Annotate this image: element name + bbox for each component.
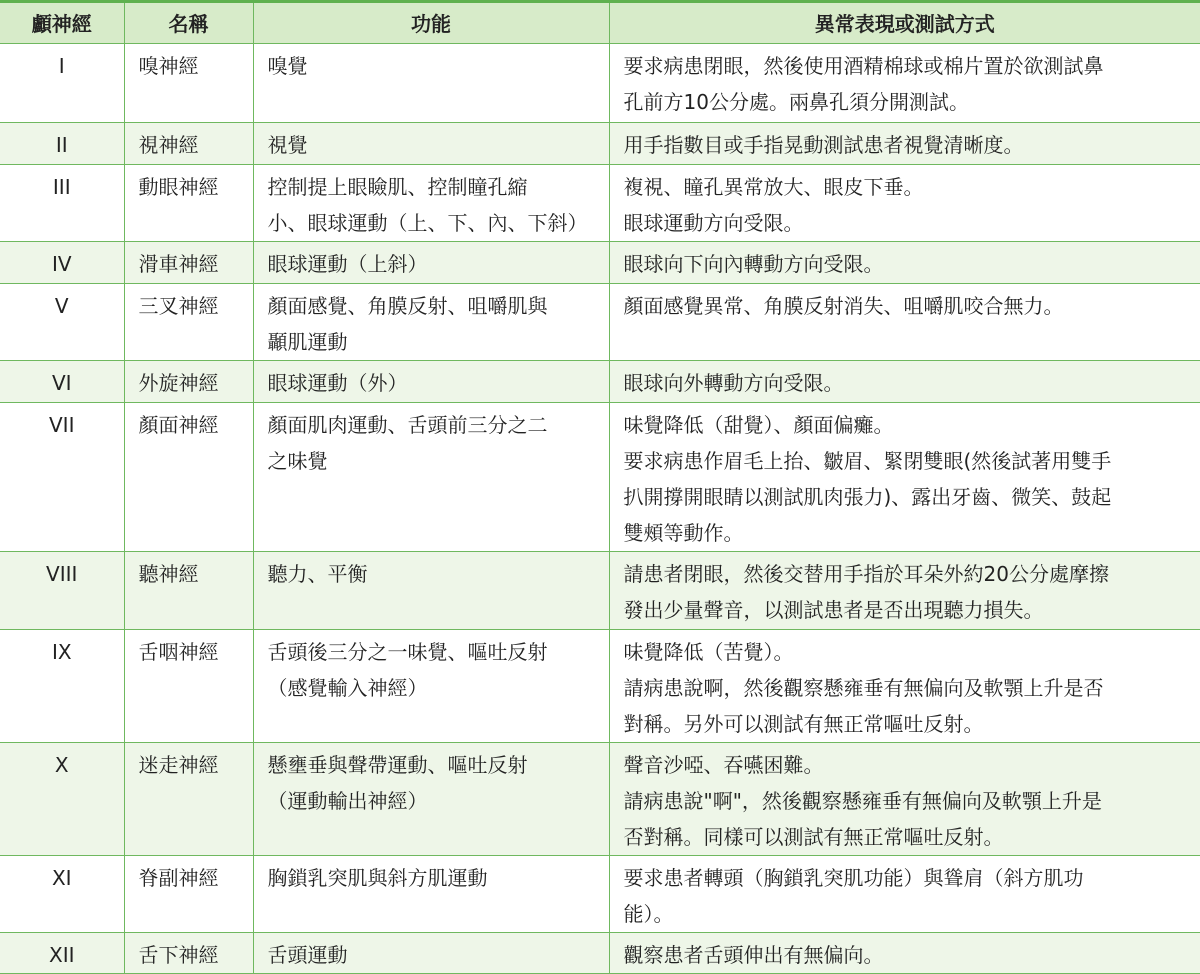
function-line: 視覺 — [267, 132, 308, 157]
function-line: 眼球運動（上斜） — [267, 251, 428, 276]
cell-function — [253, 629, 609, 742]
abnormal-line: 眼球向下向內轉動方向受限。 — [623, 251, 884, 276]
cell-nerve-number: V — [0, 283, 124, 360]
cell-function — [253, 360, 609, 402]
cell-nerve-number: II — [0, 122, 124, 164]
cell-abnormal — [609, 360, 1200, 402]
table-row — [0, 742, 1200, 855]
function-line: （感覺輸入神經） — [267, 675, 428, 700]
cell-abnormal — [609, 43, 1200, 122]
cell-nerve-number: III — [0, 164, 124, 241]
function-line: 胸鎖乳突肌與斜方肌運動 — [267, 865, 488, 890]
function-line: 顳肌運動 — [267, 329, 348, 354]
cell-function — [253, 855, 609, 932]
header-cranial-nerve: 顱神經 — [0, 3, 124, 43]
cell-abnormal — [609, 402, 1200, 551]
abnormal-line: 觀察患者舌頭伸出有無偏向。 — [623, 942, 884, 967]
cell-function — [253, 122, 609, 164]
table-row — [0, 932, 1200, 973]
table-row — [0, 360, 1200, 402]
cell-function — [253, 402, 609, 551]
function-line: 顏面感覺、角膜反射、咀嚼肌與 — [267, 293, 548, 318]
cell-function — [253, 551, 609, 629]
cell-nerve-number: IX — [0, 629, 124, 742]
cell-nerve-name: 迷走神經 — [124, 742, 253, 855]
function-line: 顏面肌肉運動、舌頭前三分之二 — [267, 412, 548, 437]
abnormal-line: 否對稱。同樣可以測試有無正常嘔吐反射。 — [623, 824, 1004, 849]
header-abnormal: 異常表現或測試方式 — [609, 3, 1200, 43]
cell-function — [253, 164, 609, 241]
cell-nerve-name: 舌咽神經 — [124, 629, 253, 742]
cell-nerve-number: VI — [0, 360, 124, 402]
abnormal-line: 眼球運動方向受限。 — [623, 210, 804, 235]
abnormal-line: 請病患說啊，然後觀察懸雍垂有無偏向及軟顎上升是否 — [623, 675, 1104, 700]
cell-nerve-name: 滑車神經 — [124, 241, 253, 283]
cell-abnormal — [609, 122, 1200, 164]
cell-nerve-name: 顏面神經 — [124, 402, 253, 551]
cell-nerve-number: X — [0, 742, 124, 855]
cell-nerve-name: 脊副神經 — [124, 855, 253, 932]
abnormal-line: 要求患者轉頭（胸鎖乳突肌功能）與聳肩（斜方肌功 — [623, 865, 1084, 890]
cell-nerve-number: IV — [0, 241, 124, 283]
table-row — [0, 164, 1200, 241]
abnormal-line: 味覺降低（苦覺）。 — [623, 639, 794, 664]
cell-nerve-name: 舌下神經 — [124, 932, 253, 973]
cell-nerve-name: 動眼神經 — [124, 164, 253, 241]
abnormal-line: 要求病患作眉毛上抬、皺眉、緊閉雙眼(然後試著用雙手 — [623, 448, 1112, 473]
abnormal-line: 顏面感覺異常、角膜反射消失、咀嚼肌咬合無力。 — [623, 293, 1064, 318]
cell-function — [253, 742, 609, 855]
function-line: 之味覺 — [267, 448, 328, 473]
abnormal-line: 對稱。另外可以測試有無正常嘔吐反射。 — [623, 711, 984, 736]
header-name: 名稱 — [124, 3, 253, 43]
cell-function — [253, 932, 609, 973]
abnormal-line: 味覺降低（甜覺）、顏面偏癱。 — [623, 412, 894, 437]
function-line: 懸壅垂與聲帶運動、嘔吐反射 — [267, 752, 528, 777]
cell-function — [253, 241, 609, 283]
cell-nerve-name: 外旋神經 — [124, 360, 253, 402]
function-line: 聽力、平衡 — [267, 561, 368, 586]
abnormal-line: 眼球向外轉動方向受限。 — [623, 370, 844, 395]
abnormal-line: 孔前方10公分處。兩鼻孔須分開測試。 — [623, 89, 969, 114]
table-header-row — [0, 3, 1200, 43]
cell-function — [253, 283, 609, 360]
abnormal-line: 要求病患閉眼，然後使用酒精棉球或棉片置於欲測試鼻 — [623, 53, 1104, 78]
cell-nerve-number: XI — [0, 855, 124, 932]
abnormal-line: 複視、瞳孔異常放大、眼皮下垂。 — [623, 174, 924, 199]
cell-nerve-number: VII — [0, 402, 124, 551]
table-row — [0, 241, 1200, 283]
abnormal-line: 請病患說"啊"，然後觀察懸雍垂有無偏向及軟顎上升是 — [623, 788, 1102, 813]
cell-nerve-name: 聽神經 — [124, 551, 253, 629]
table-row — [0, 283, 1200, 360]
function-line: 舌頭運動 — [267, 942, 348, 967]
abnormal-line: 聲音沙啞、吞嚥困難。 — [623, 752, 824, 777]
table-row — [0, 43, 1200, 122]
table-body — [0, 43, 1200, 973]
cell-nerve-number: VIII — [0, 551, 124, 629]
cell-nerve-name: 嗅神經 — [124, 43, 253, 122]
cell-nerve-number: XII — [0, 932, 124, 973]
cell-abnormal — [609, 742, 1200, 855]
cell-nerve-name: 三叉神經 — [124, 283, 253, 360]
header-function: 功能 — [253, 3, 609, 43]
cell-abnormal — [609, 283, 1200, 360]
table-row — [0, 551, 1200, 629]
cell-abnormal — [609, 164, 1200, 241]
table-row — [0, 122, 1200, 164]
cell-nerve-name: 視神經 — [124, 122, 253, 164]
function-line: 眼球運動（外） — [267, 370, 408, 395]
cranial-nerve-table — [0, 3, 1200, 974]
function-line: 小、眼球運動（上、下、內、下斜） — [267, 210, 588, 235]
table-row — [0, 629, 1200, 742]
cell-nerve-number: I — [0, 43, 124, 122]
abnormal-line: 扒開撐開眼睛以測試肌肉張力)、露出牙齒、微笑、鼓起 — [623, 484, 1112, 509]
function-line: 嗅覺 — [267, 53, 308, 78]
cell-abnormal — [609, 241, 1200, 283]
abnormal-line: 能）。 — [623, 901, 674, 926]
abnormal-line: 請患者閉眼，然後交替用手指於耳朵外約20公分處摩擦 — [623, 561, 1109, 586]
function-line: 控制提上眼瞼肌、控制瞳孔縮 — [267, 174, 528, 199]
abnormal-line: 發出少量聲音，以測試患者是否出現聽力損失。 — [623, 597, 1044, 622]
table-row — [0, 402, 1200, 551]
cell-abnormal — [609, 932, 1200, 973]
function-line: （運動輸出神經） — [267, 788, 428, 813]
cell-abnormal — [609, 629, 1200, 742]
abnormal-line: 雙頰等動作。 — [623, 520, 744, 545]
function-line: 舌頭後三分之一味覺、嘔吐反射 — [267, 639, 548, 664]
cell-abnormal — [609, 551, 1200, 629]
table-row — [0, 855, 1200, 932]
abnormal-line: 用手指數目或手指晃動測試患者視覺清晰度。 — [623, 132, 1024, 157]
cell-abnormal — [609, 855, 1200, 932]
cell-function — [253, 43, 609, 122]
